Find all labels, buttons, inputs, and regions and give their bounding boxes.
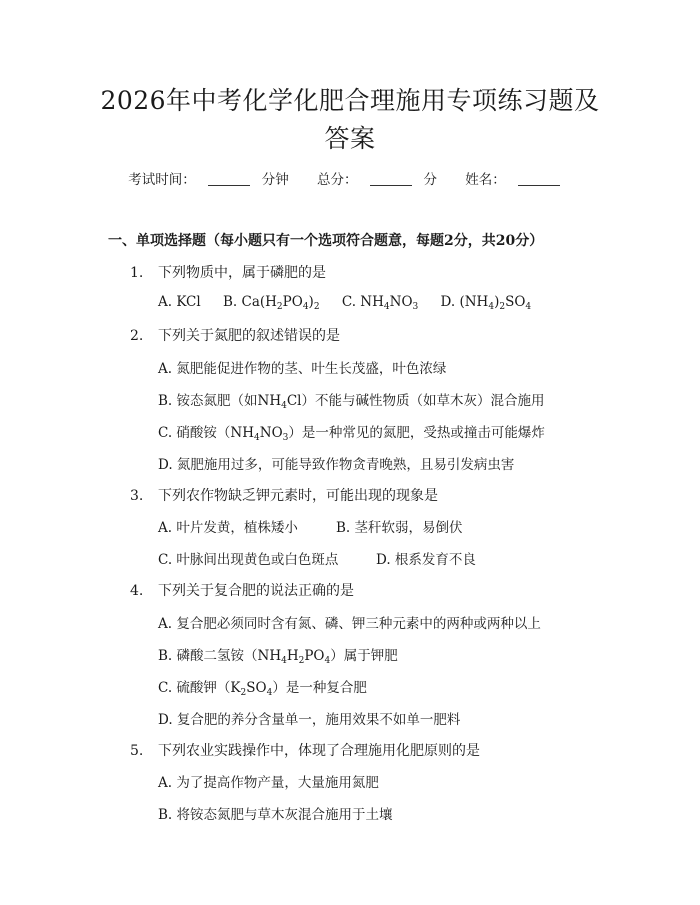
option-b[interactable]: B. 铵态氮肥（如$NH_4Cl$）不能与碱性物质（如草木灰）混合施用: [158, 393, 545, 411]
option-b[interactable]: B. 茎秆软弱，易倒伏: [336, 520, 463, 536]
question-stem: 下列物质中，属于磷肥的是: [158, 265, 326, 281]
option-b[interactable]: B. 磷酸二氢铵$(NH_4H_2PO_4)$属于钾肥: [158, 648, 398, 666]
question-5: 5. 下列农业实践操作中，体现了合理施用化肥原则的是: [130, 743, 480, 759]
question-stem: 下列关于氮肥的叙述错误的是: [158, 328, 340, 344]
question-stem: 下列农业实践操作中，体现了合理施用化肥原则的是: [158, 743, 480, 759]
page-title: [60, 82, 640, 158]
option-d[interactable]: D. $(NH_4)_2SO_4$: [440, 294, 532, 312]
question-3-options-row-2: [158, 548, 476, 568]
name-blank[interactable]: [518, 172, 560, 186]
exam-time: 考试时间： 分钟: [128, 172, 289, 188]
score-blank[interactable]: [370, 172, 412, 186]
option-a[interactable]: A. 叶片发黄，植株矮小: [158, 520, 298, 536]
student-name: 姓名：: [465, 168, 572, 188]
total-score: 总分： 分: [317, 172, 437, 188]
section-heading: 一、单项选择题（每小题只有一个选项符合题意，每题2分，共20分）: [108, 233, 544, 249]
question-1: 1. 下列物质中，属于磷肥的是: [130, 265, 326, 281]
option-a[interactable]: A. KCl: [158, 294, 201, 310]
title-line-1: 2026年中考化学化肥合理施用专项练习题及: [100, 86, 600, 115]
option-b[interactable]: B. 将铵态氮肥与草木灰混合施用于土壤: [158, 807, 393, 823]
question-3-options-row-1: [158, 516, 463, 536]
option-d[interactable]: D. 复合肥的养分含量单一，施用效果不如单一肥料: [158, 712, 461, 728]
option-a[interactable]: A. 氮肥能促进作物的茎、叶生长茂盛，叶色浓绿: [158, 361, 447, 377]
title-line-2: 答案: [324, 124, 376, 153]
exam-meta: [0, 168, 700, 188]
option-d[interactable]: D. 氮肥施用过多，可能导致作物贪青晚熟，且易引发病虫害: [158, 457, 515, 473]
question-3: 3. 下列农作物缺乏钾元素时，可能出现的现象是: [130, 488, 438, 504]
question-2: 2. 下列关于氮肥的叙述错误的是: [130, 328, 340, 344]
question-1-options: [158, 294, 549, 312]
option-c[interactable]: C. 硝酸铵$(NH_4NO_3)$是一种常见的氮肥，受热或撞击可能爆炸: [158, 425, 545, 443]
option-b[interactable]: B. $Ca(H_2PO_4)_2$: [223, 294, 320, 312]
question-stem: 下列关于复合肥的说法正确的是: [158, 583, 354, 599]
question-stem: 下列农作物缺乏钾元素时，可能出现的现象是: [158, 488, 438, 504]
question-4: 4. 下列关于复合肥的说法正确的是: [130, 583, 354, 599]
option-d[interactable]: D. 根系发育不良: [376, 552, 476, 568]
option-a[interactable]: A. 为了提高作物产量，大量施用氮肥: [158, 775, 379, 791]
option-a[interactable]: A. 复合肥必须同时含有氮、磷、钾三种元素中的两种或两种以上: [158, 616, 541, 632]
time-blank[interactable]: [208, 172, 250, 186]
option-c[interactable]: C. $NH_4NO_3$: [341, 294, 419, 312]
option-c[interactable]: C. 叶脉间出现黄色或白色斑点: [158, 552, 339, 568]
option-c[interactable]: C. 硫酸钾$(K_2SO_4)$是一种复合肥: [158, 680, 367, 698]
